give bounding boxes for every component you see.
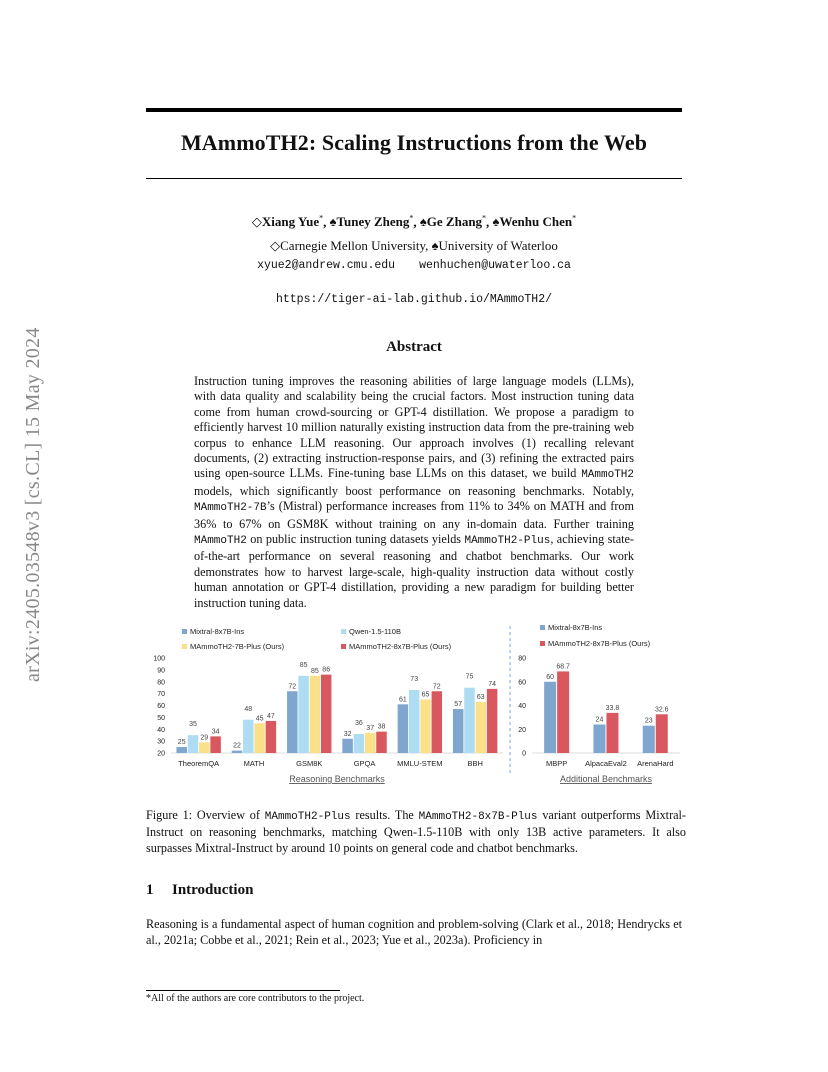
- y-tick-label: 80: [157, 679, 165, 687]
- y-tick-label: 80: [518, 655, 526, 663]
- x-tick-label: AlpacaEval2: [585, 759, 627, 768]
- bar: [409, 690, 420, 753]
- x-tick-label: TheoremQA: [178, 759, 220, 768]
- paper-title: MAmmoTH2: Scaling Instructions from the Web: [180, 130, 648, 155]
- author: ♠Tuney Zheng*: [329, 214, 414, 230]
- data-label: 45: [255, 715, 264, 723]
- y-tick-label: 60: [157, 703, 165, 710]
- y-tick-label: 0: [522, 750, 526, 758]
- y-tick-label: 60: [518, 679, 526, 687]
- data-label: 48: [244, 705, 253, 713]
- data-label: 74: [488, 680, 496, 688]
- bar: [176, 747, 187, 753]
- footnote-rule: [146, 990, 340, 991]
- bar: [487, 689, 498, 753]
- data-label: 32: [343, 730, 352, 738]
- bar: [243, 720, 254, 753]
- bar: [365, 733, 376, 753]
- legend-swatch: [182, 644, 187, 649]
- data-label: 85: [311, 667, 319, 675]
- affiliations: ◇Carnegie Mellon University, ♠University of Waterloo: [270, 238, 558, 253]
- y-tick-label: 70: [157, 691, 165, 699]
- bar: [643, 726, 655, 753]
- data-label: 33.8: [605, 704, 620, 712]
- section-heading: 1 Introduction: [146, 882, 254, 898]
- author-list: ◇Xiang Yue*, ♠Tuney Zheng*, ♠Ge Zhang*, ♠Wenhu Chen*: [251, 214, 577, 230]
- bar: [287, 691, 298, 753]
- legend-swatch: [341, 629, 346, 634]
- y-tick-label: 40: [518, 703, 526, 710]
- legend-label: MAmmoTH2-8x7B-Plus (Ours): [548, 639, 651, 648]
- legend-swatch: [540, 641, 545, 646]
- footnote: *All of the authors are core contributors to the project.: [146, 993, 365, 1004]
- project-url-link[interactable]: https://tiger-ai-lab.github.io/MAmmoTH2/: [275, 293, 553, 306]
- figure-caption: Figure 1: Overview of MAmmoTH2-Plus results. The MAmmoTH2-8x7B-Plus variant outperforms Mixtral-Instruct on reasoning benchmarks, matching Qwen-1.5-110B with only 13B active parameters. It also surpasses Mixtral-Instruct by around 10 points on general code and chatbot benchmarks.: [146, 808, 686, 855]
- data-label: 29: [200, 734, 209, 742]
- legend-label: MAmmoTH2-8x7B-Plus (Ours): [349, 642, 452, 651]
- bar: [254, 723, 265, 753]
- abstract-heading: Abstract: [386, 339, 442, 355]
- data-label: 73: [410, 676, 419, 684]
- x-tick-label: ArenaHard: [637, 759, 674, 768]
- bar: [398, 704, 409, 753]
- data-label: 47: [267, 712, 275, 720]
- data-label: 57: [454, 701, 463, 709]
- legend-swatch: [540, 625, 545, 630]
- legend-label: MAmmoTH2-7B-Plus (Ours): [190, 642, 285, 651]
- email-link[interactable]: wenhuchen@uwaterloo.ca: [419, 259, 571, 272]
- intro-paragraph: Reasoning is a fundamental aspect of human cognition and problem-solving (Clark et al., 2018; Hendrycks et al., 2021a; Cobbe et al., 2021; Rein et al., 2023; Yue et al., 2023a). Proficiency in: [146, 917, 682, 947]
- data-label: 22: [233, 742, 241, 750]
- bar: [593, 725, 605, 754]
- bar: [544, 682, 556, 753]
- bar: [210, 736, 221, 753]
- author: ♠Wenhu Chen*: [492, 214, 577, 230]
- abstract-text: Instruction tuning improves the reasoning abilities of large language models (LLMs), with data quality and scalability being the crucial factors. Most instruction tuning data come from human crowd-sourcing or GPT-4 distillation. We propose a paradigm to efficiently harvest 10 million naturally existing instruction data from the pre-training web corpus to enhance LLM reasoning. Our approach involves (1) recalling relevant documents, (2) extracting instruction-response pairs, and (3) refining the extracted pairs using open-source LLMs. Fine-tuning base LLMs on this dataset, we build MAmmoTH2 models, which significantly boost performance on reasoning benchmarks. Notably, MAmmoTH2-7B’s (Mistral) performance increases from 11% to 34% on MATH and from 36% to 67% on GSM8K without training on any in-domain data. Further training MAmmoTH2 on public instruction tuning datasets yields MAmmoTH2-Plus, achieving state-of-the-art performance on several reasoning and chatbot benchmarks. Our work demonstrates how to harvest large-scale, high-quality instruction data without costly human annotation or GPT-4 distillation, providing a new paradigm for building better instruction tuning data.: [194, 374, 634, 610]
- bar: [266, 721, 277, 753]
- figure-1-chart: [146, 618, 686, 794]
- bar: [432, 691, 443, 753]
- x-tick-label: BBH: [467, 759, 483, 768]
- data-label: 85: [299, 661, 308, 669]
- data-label: 23: [644, 717, 653, 725]
- data-label: 35: [189, 721, 197, 729]
- email-link[interactable]: xyue2@andrew.cmu.edu: [257, 259, 396, 272]
- data-label: 37: [366, 724, 375, 732]
- bar: [199, 742, 210, 753]
- title-bottom-rule: [146, 178, 682, 179]
- bar: [420, 700, 431, 753]
- bar: [557, 671, 569, 753]
- legend-label: Mixtral-8x7B-Ins: [548, 623, 603, 632]
- y-tick-label: 20: [157, 750, 165, 758]
- bar: [232, 751, 243, 753]
- x-tick-label: MMLU-STEM: [397, 759, 443, 768]
- bar: [321, 675, 332, 753]
- y-tick-label: 100: [153, 655, 165, 663]
- y-tick-label: 50: [157, 714, 165, 722]
- y-tick-label: 30: [157, 738, 165, 746]
- bar: [476, 702, 487, 753]
- x-axis-title: Reasoning Benchmarks: [289, 774, 385, 784]
- bar: [453, 709, 464, 753]
- y-tick-label: 40: [157, 726, 165, 734]
- x-tick-label: MATH: [243, 759, 265, 768]
- data-label: 72: [432, 683, 441, 691]
- bar: [310, 676, 321, 753]
- data-label: 34: [211, 728, 220, 736]
- x-tick-label: GSM8K: [296, 759, 323, 768]
- data-label: 38: [377, 723, 386, 731]
- bar: [606, 713, 618, 753]
- bar: [188, 735, 199, 753]
- legend-swatch: [341, 644, 346, 649]
- data-label: 86: [322, 666, 331, 674]
- legend-swatch: [182, 629, 187, 634]
- bar: [342, 739, 353, 753]
- data-label: 68.7: [556, 663, 570, 671]
- bar: [376, 732, 387, 753]
- author: ◇Xiang Yue*: [251, 214, 324, 230]
- bar: [298, 676, 309, 753]
- data-label: 60: [546, 673, 555, 681]
- y-tick-label: 90: [157, 667, 165, 675]
- data-label: 25: [177, 739, 186, 747]
- legend-label: Mixtral-8x7B-Ins: [190, 627, 245, 636]
- data-label: 75: [465, 673, 474, 681]
- data-label: 65: [421, 691, 430, 699]
- y-tick-label: 20: [518, 726, 526, 734]
- data-label: 63: [476, 693, 485, 701]
- legend-label: Qwen-1.5-110B: [349, 627, 401, 636]
- arxiv-side-stamp: arXiv:2405.03548v3 [cs.CL] 15 May 2024: [22, 327, 44, 682]
- bar: [656, 714, 668, 753]
- data-label: 32.6: [654, 706, 669, 714]
- x-axis-title: Additional Benchmarks: [559, 774, 653, 784]
- data-label: 24: [595, 716, 604, 724]
- x-tick-label: GPQA: [353, 759, 376, 768]
- data-label: 72: [288, 683, 297, 691]
- author-emails: [146, 259, 682, 272]
- data-label: 61: [399, 696, 407, 704]
- bar: [354, 734, 365, 753]
- bar: [464, 688, 475, 753]
- x-tick-label: MBPP: [546, 759, 568, 768]
- top-thick-rule: [146, 108, 682, 112]
- author: ♠Ge Zhang*: [419, 214, 487, 230]
- data-label: 36: [355, 720, 363, 727]
- figure-1: [146, 618, 686, 794]
